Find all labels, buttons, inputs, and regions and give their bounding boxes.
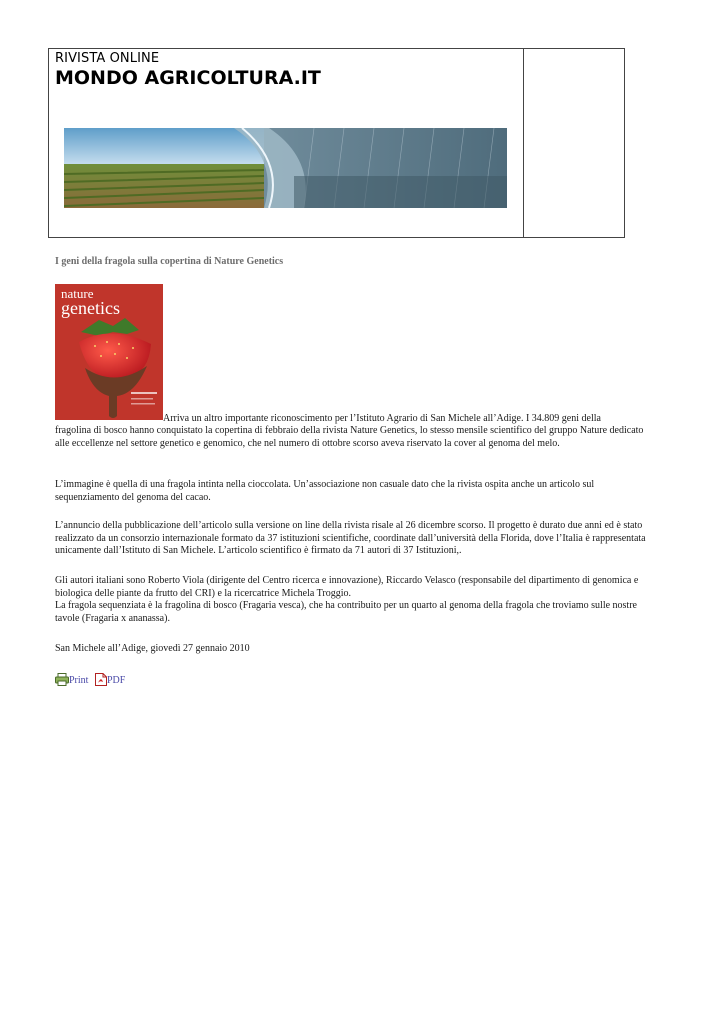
paragraph-3: L’annuncio della pubblicazione dell’articolo sulla versione on line della rivista risale al 26 dicembre scorso. Il progetto è durato due anni ed è stato realizzato da un consorzio internazionale formato da 37 istituzioni scientifiche, coordinate dall’università della Florida, dove l’Italia è rappresentata unicamente dall’Istituto di San Michele. L’articolo scientifico è firmato da 71 autori di 37 Istituzioni,.: [55, 520, 646, 556]
header-banner-image: [64, 128, 507, 208]
paragraph-1-lead: Arriva un altro importante riconoscimento per l’Istituto Agrario di San Michele all’Adige. I 34.809 geni della: [163, 413, 601, 424]
site-title: MONDO AGRICOLTURA.IT: [55, 67, 321, 89]
paragraph-4-variety: La fragola sequenziata è la fragolina di bosco (Fragaria vesca), che ha contribuito per un quarto al genoma della fragola che troviamo sulle nostre tavole (Fragaria x ananassa).: [55, 600, 637, 624]
paragraph-4-authors: Gli autori italiani sono Roberto Viola (dirigente del Centro ricerca e innovazione), Riccardo Velasco (responsabile del dipartimento di genomica e biologica delle piante da frutto del CRI) e la ricercatrice Michela Troggio.: [55, 575, 639, 599]
print-label: Print: [69, 675, 89, 686]
article-actions: [55, 673, 129, 689]
printer-icon: [55, 673, 69, 686]
article-title: I geni della fragola sulla copertina di Nature Genetics: [55, 256, 284, 267]
dateline: San Michele all’Adige, giovedì 27 gennaio 2010: [55, 643, 250, 654]
site-kicker: RIVISTA ONLINE: [55, 51, 160, 66]
cover-masthead-line1: nature: [61, 286, 94, 301]
pdf-icon: [95, 673, 107, 686]
nature-genetics-cover-image: [55, 284, 163, 420]
header-divider: [523, 49, 524, 237]
paragraph-2: L’immagine è quella di una fragola intinta nella cioccolata. Un’associazione non casuale dato che la rivista ospita anche un articolo sul sequenziamento del genoma del cacao.: [55, 479, 595, 503]
pdf-label: PDF: [106, 675, 126, 686]
paragraph-1-rest: fragolina di bosco hanno conquistato la copertina di febbraio della rivista Nature Genetics, lo stesso mensile scientifico del gruppo Nature dedicato alle eccellenze nel settore genetico e genomico, che nel numero di ottobre scorso aveva riservato la cover al genoma del melo.: [55, 425, 644, 449]
cover-masthead-line2: genetics: [61, 298, 120, 318]
print-link[interactable]: [55, 673, 88, 686]
header-box: [48, 48, 625, 238]
paragraph-4: [55, 575, 655, 625]
pdf-link[interactable]: [95, 673, 125, 686]
